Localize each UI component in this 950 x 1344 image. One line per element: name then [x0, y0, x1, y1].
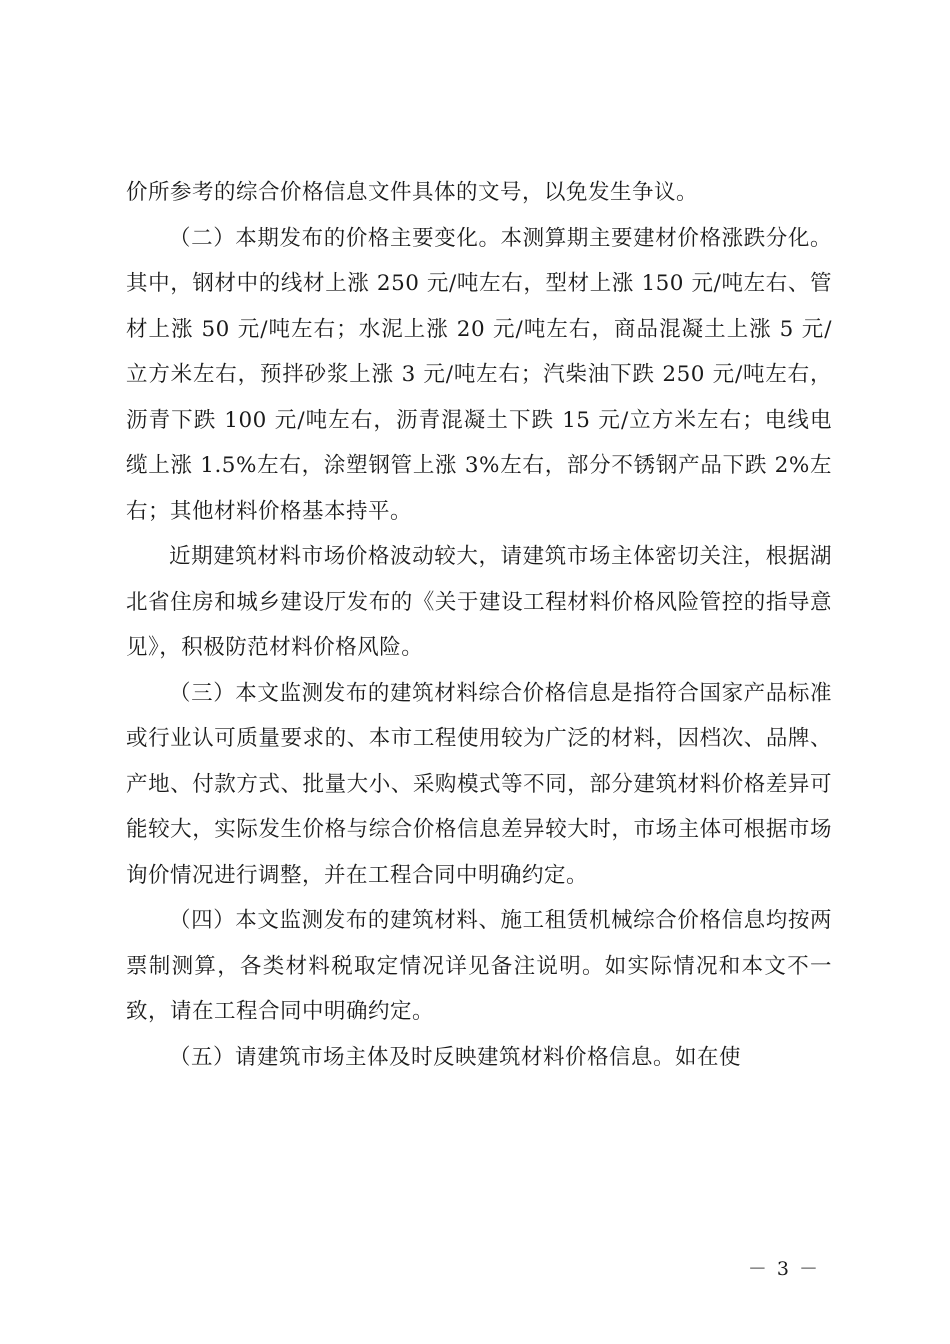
page-number: － 3 －: [747, 1258, 820, 1280]
paragraph-risk-notice: 近期建筑材料市场价格波动较大，请建筑市场主体密切关注，根据湖北省住房和城乡建设厅发布的《关于建设工程材料价格风险管控的指导意见》，积极防范材料价格风险。: [126, 544, 832, 660]
document-body: [126, 170, 832, 1080]
paragraph-price-changes: （二）本期发布的价格主要变化。本测算期主要建材价格涨跌分化。其中，钢材中的线材上涨 250 元/吨左右，型材上涨 150 元/吨左右、管材上涨 50 元/吨左右；水泥上涨 20 元/吨左右，商品混凝土上涨 5 元/立方米左右，预拌砂浆上涨 3 元/吨左右；汽柴油下跌 250 元/吨左右，沥青下跌 100 元/吨左右，沥青混凝土下跌 15 元/立方米左右；电线电缆上涨 1.5%左右，涂塑钢管上涨 3%左右，部分不锈钢产品下跌 2%左右；其他材料价格基本持平。: [126, 225, 832, 524]
paragraph-price-info-definition: （三）本文监测发布的建筑材料综合价格信息是指符合国家产品标准或行业认可质量要求的、本市工程使用较为广泛的材料，因档次、品牌、产地、付款方式、批量大小、采购模式等不同，部分建筑材料价格差异可能较大，实际发生价格与综合价格信息差异较大时，市场主体可根据市场询价情况进行调整，并在工程合同中明确约定。: [126, 680, 832, 888]
paragraph-continuation: 价所参考的综合价格信息文件具体的文号，以免发生争议。: [126, 180, 699, 205]
paragraph-feedback: （五）请建筑市场主体及时反映建筑材料价格信息。如在使: [169, 1044, 742, 1070]
paragraph-tax-calculation: （四）本文监测发布的建筑材料、施工租赁机械综合价格信息均按两票制测算，各类材料税取定情况详见备注说明。如实际情况和本文不一致，请在工程合同中明确约定。: [126, 908, 832, 1024]
